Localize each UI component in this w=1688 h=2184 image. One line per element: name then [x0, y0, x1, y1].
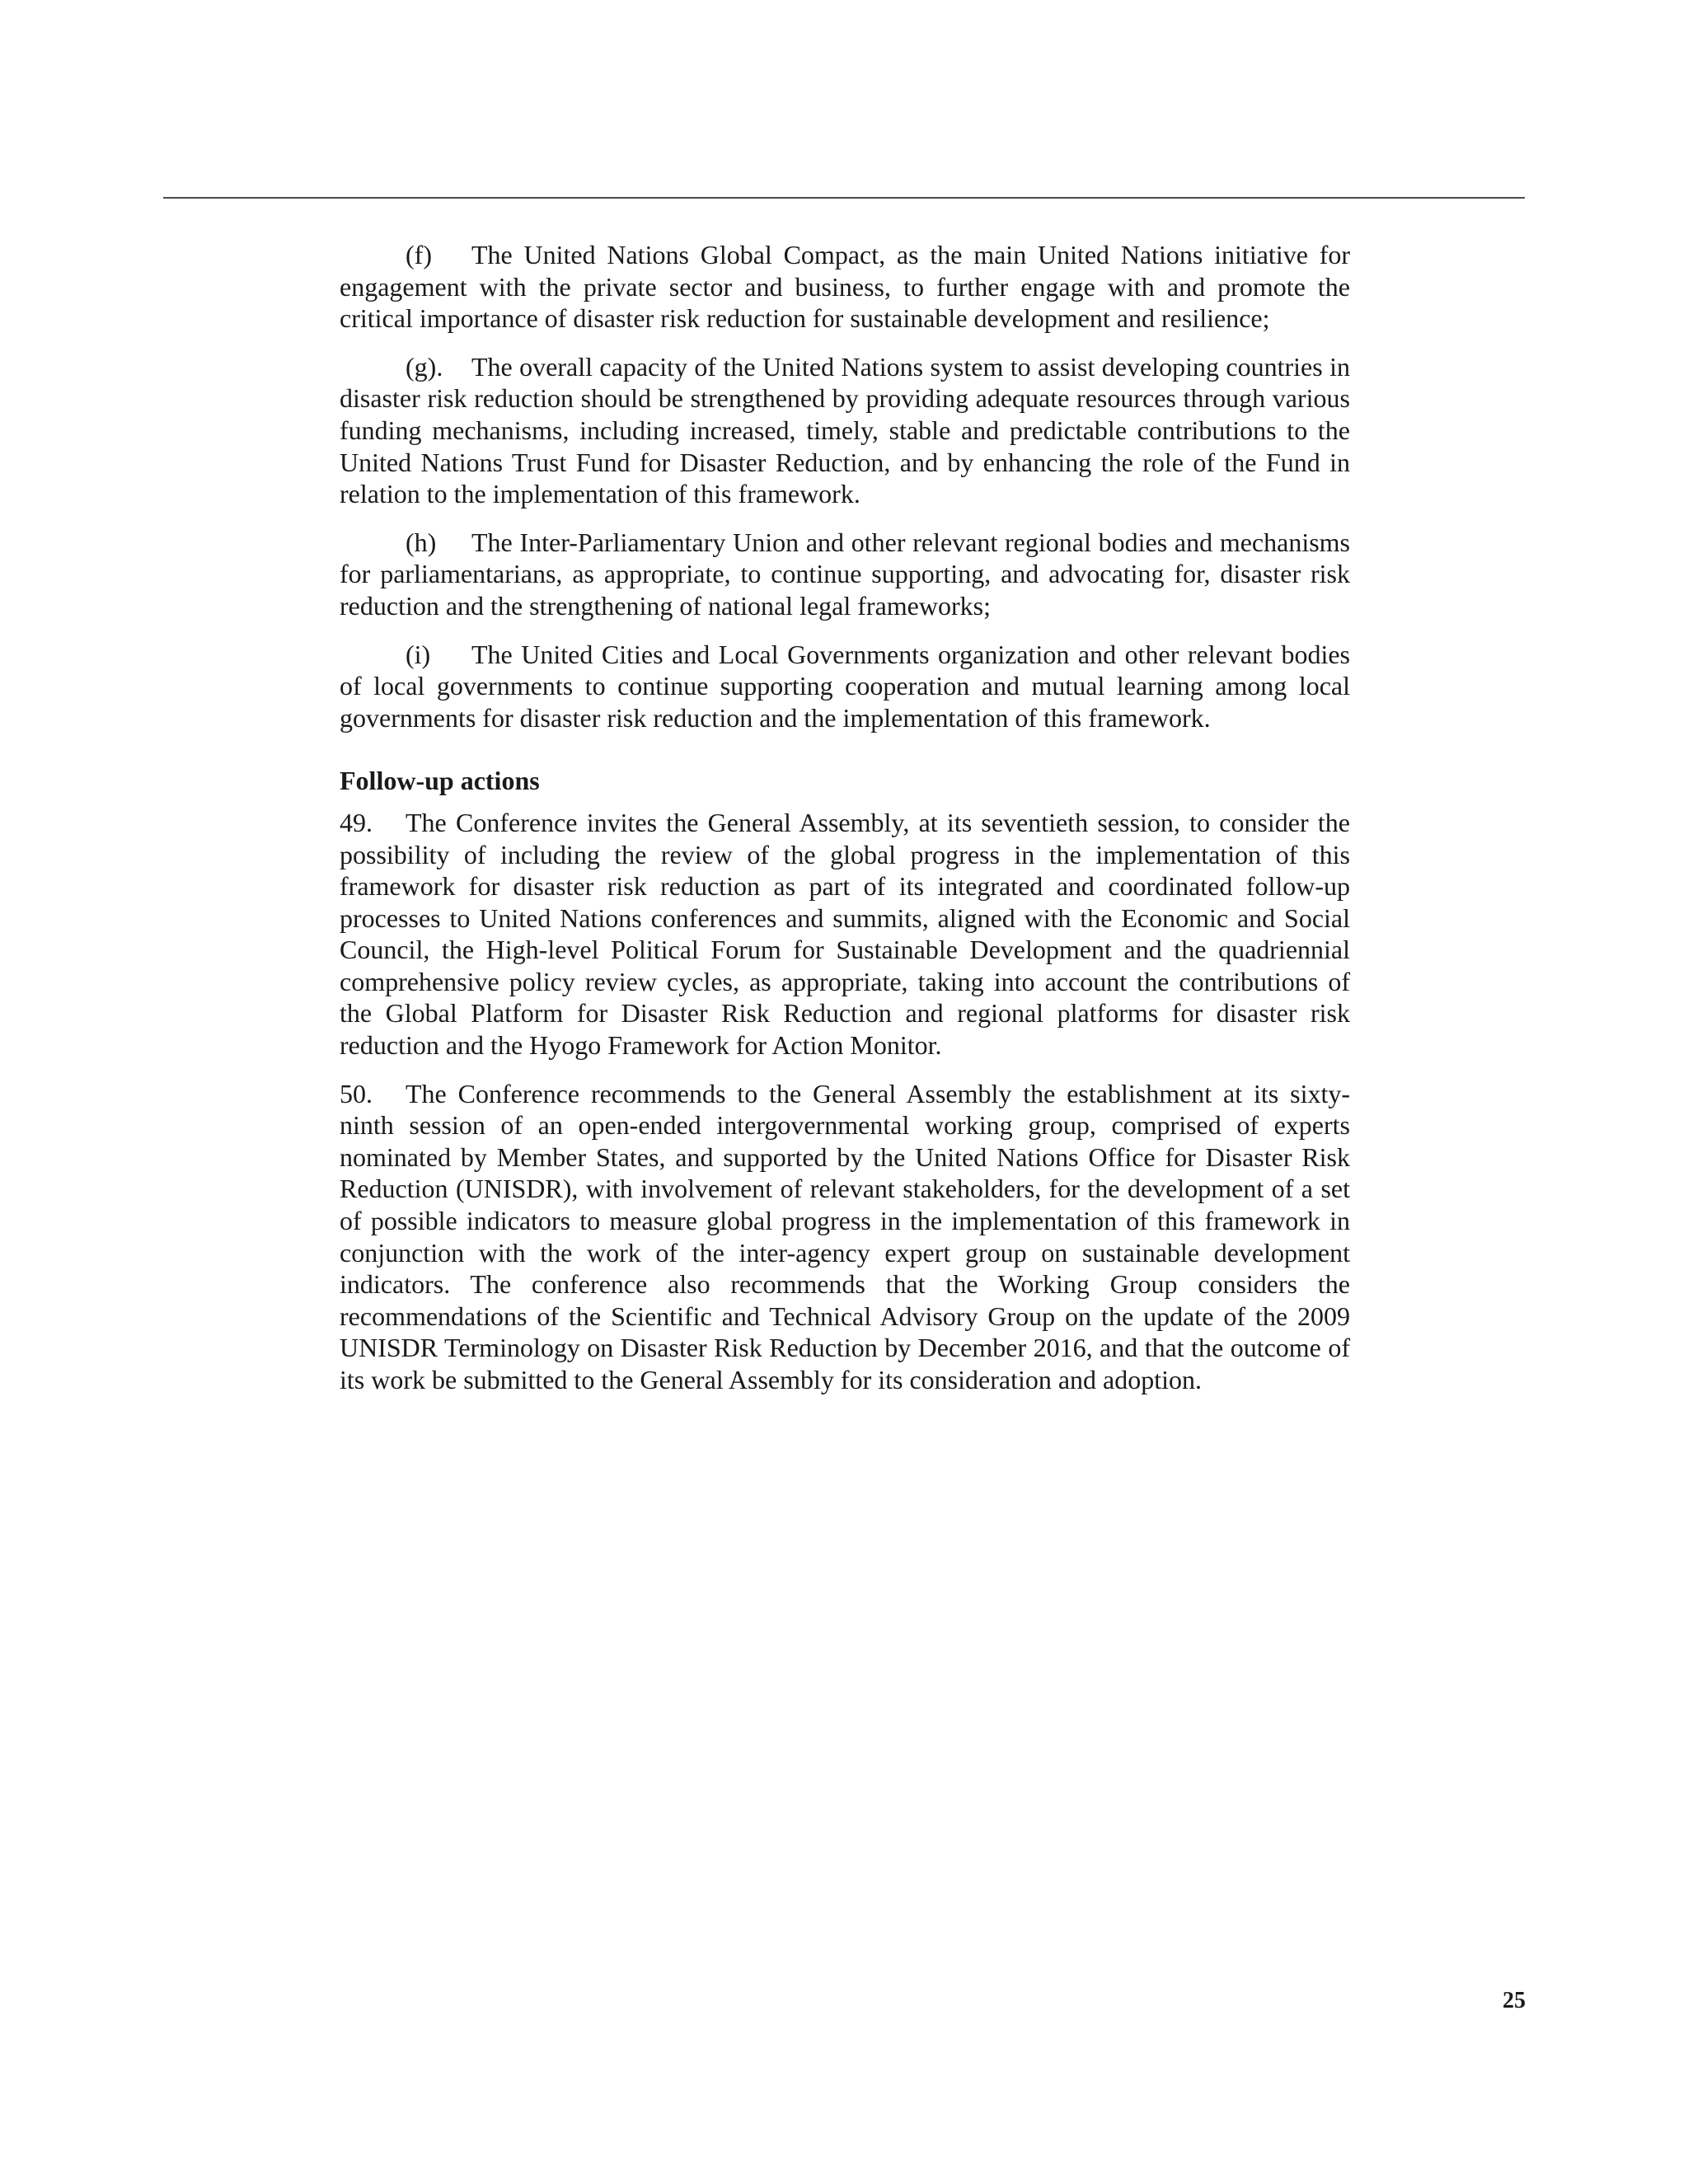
paragraph-49	[340, 807, 1350, 1062]
list-item-h	[340, 527, 1350, 622]
list-item-i	[340, 639, 1350, 734]
item-text: The overall capacity of the United Nations system to assist developing countries in disaster risk reduction should be strengthened by providing adequate resources through various funding mechanisms, including increased, timely, stable and predictable contributions to the United Nations Trust Fund for Disaster Reduction, and by enhancing the role of the Fund in relation to the implementation of this framework.	[340, 351, 1350, 509]
paragraph-number: 50.	[340, 1078, 373, 1108]
paragraph-number: 49.	[340, 807, 373, 837]
item-label: (f)	[406, 240, 432, 269]
list-item-g	[340, 351, 1350, 510]
document-body	[340, 239, 1350, 1413]
item-label: (g).	[406, 351, 443, 382]
page-number: 25	[1503, 1988, 1526, 2013]
section-heading: Follow-up actions	[340, 766, 540, 796]
item-label: (i)	[406, 639, 431, 669]
item-label: (h)	[406, 527, 437, 557]
item-text: The Inter-Parliamentary Union and other relevant regional bodies and mechanisms for parliamentarians, as appropriate, to continue supporting, and advocating for, disaster risk reduction and the strengthening of national legal frameworks;	[340, 527, 1350, 621]
item-text: The United Nations Global Compact, as the main United Nations initiative for engagement with the private sector and business, to further engage with and promote the critical importance of disaster risk reduction for sustainable development and resilience;	[340, 240, 1350, 334]
paragraph-text: The Conference invites the General Assembly, at its seventieth session, to consider the possibility of including the review of the global progress in the implementation of this framework for disaster risk reduction as part of its integrated and coordinated follow-up processes to United Nations conferences and summits, aligned with the Economic and Social Council, the High-level Political Forum for Sustainable Development and the quadriennial comprehensive policy review cycles, as appropriate, taking into account the contributions of the Global Platform for Disaster Risk Reduction and regional platforms for disaster risk reduction and the Hyogo Framework for Action Monitor.	[340, 807, 1350, 1061]
item-text: The United Cities and Local Governments organization and other relevant bodies of local governments to continue supporting cooperation and mutual learning among local governments for disaster risk reduction and the implementation of this framework.	[340, 639, 1350, 733]
header-rule	[163, 197, 1525, 199]
paragraph-text: The Conference recommends to the General Assembly the establishment at its sixty-ninth session of an open-ended intergovernmental working group, comprised of experts nominated by Member States, and supported by the United Nations Office for Disaster Risk Reduction (UNISDR), with involvement of relevant stakeholders, for the development of a set of possible indicators to measure global progress in the implementation of this framework in conjunction with the work of the inter-agency expert group on sustainable development indicators. The conference also recommends that the Working Group considers the recommendations of the Scientific and Technical Advisory Group on the update of the 2009 UNISDR Terminology on Disaster Risk Reduction by December 2016, and that the outcome of its work be submitted to the General Assembly for its consideration and adoption.	[340, 1078, 1350, 1394]
list-item-f	[340, 239, 1350, 335]
paragraph-50	[340, 1078, 1350, 1396]
